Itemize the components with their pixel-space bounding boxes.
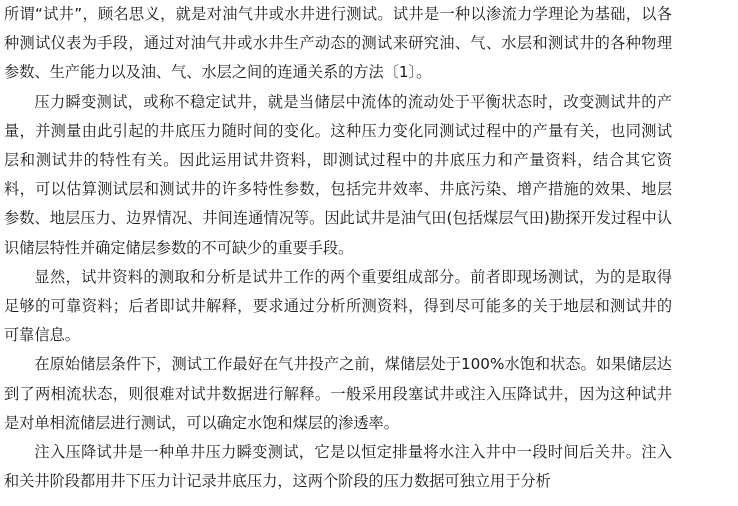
paragraph-2: 压力瞬变测试，或称不稳定试井，就是当储层中流体的流动处于平衡状态时，改变测试井的产量，并测量由此引起的井底压力随时间的变化。这种压力变化同测试过程中的产量有关，也同测试层和测试井的特性有关。因此运用试井资料，即测试过程中的井底压力和产量资料，结合其它资料，可以估算测试层和测试井的许多特性参数，包括完井效率、井底污染、增产措施的效果、地层参数、地层压力、边界情况、井间连通情况等。因此试井是油气田(包括煤层气田)勘探开发过程中认识储层特性并确定储层参数的不可缺少的重要手段。 <box>4 92 672 257</box>
document-body <box>4 0 672 496</box>
paragraph-4: 在原始储层条件下，测试工作最好在气井投产之前，煤储层处于100%水饱和状态。如果储层达到了两相流状态，则很难对试井数据进行解释。一般采用段塞试井或注入压降试井，因为这种试井是对单相流储层进行测试，可以确定水饱和煤层的渗透率。 <box>4 355 672 432</box>
paragraph-1: 所谓“试井”，顾名思义，就是对油气井或水井进行测试。试井是一种以渗流力学理论为基础，以各种测试仪表为手段，通过对油气井或水井生产动态的测试来研究油、气、水层和测试井的各种物理参数、生产能力以及油、气、水层之间的连通关系的方法〔1〕。 <box>4 5 672 82</box>
paragraph-3: 显然，试井资料的测取和分析是试井工作的两个重要组成部分。前者即现场测试，为的是取得足够的可靠资料；后者即试井解释，要求通过分析所测资料，得到尽可能多的关于地层和测试井的可靠信息。 <box>4 267 672 345</box>
paragraph-5: 注入压降试井是一种单井压力瞬变测试，它是以恒定排量将水注入井中一段时间后关井。注入和关井阶段都用井下压力计记录井底压力，这两个阶段的压力数据可独立用于分析 <box>4 443 672 491</box>
